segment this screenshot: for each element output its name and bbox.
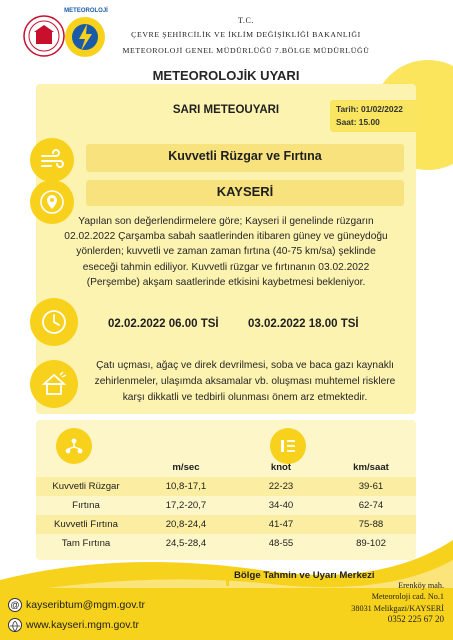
email-link[interactable]: kayseribtum@mgm.gov.tr (26, 599, 145, 611)
center-name: Bölge Tahmin ve Uyarı Merkezi (234, 570, 375, 581)
cell-msec: 20,8-24,4 (136, 515, 236, 534)
footer-accent (226, 568, 229, 586)
row-label: Kuvvetli Rüzgar (36, 477, 136, 496)
date-label: Tarih: 01/02/2022 (336, 104, 403, 114)
description-line: (Perşembe) akşam saatlerinde etkisini kaybetmesi bekleniyor. (86, 276, 366, 288)
time-label: Saat: 15.00 (336, 117, 380, 127)
description (40, 214, 412, 290)
cell-msec: 24,5-28,4 (165, 538, 207, 549)
table-row (36, 534, 416, 553)
description-line: Yapılan son değerlendirmelere göre; Kayseri il genelinde rüzgarın (78, 216, 374, 227)
column-header: km/saat (353, 462, 389, 473)
description-line: 02.02.2022 Çarşamba sabah saatlerinden itibaren güney ve güneydoğu (64, 231, 388, 243)
address (332, 580, 444, 626)
date-box (330, 100, 420, 132)
risk-line: karşı dikkatli ve tedbirli olunması önem arz etmektedir. (122, 392, 368, 403)
city-name: KAYSERİ (216, 184, 274, 199)
risk-line: zehirlenmeler, ulaşımda aksamalar vb. oluşması muhtemel risklere (94, 376, 396, 387)
website-link[interactable]: www.kayseri.mgm.gov.tr (26, 619, 139, 631)
row-label: Fırtına (72, 500, 100, 511)
address-line: 38031 Melikgazi/KAYSERİ (351, 603, 444, 613)
table-row (36, 496, 416, 515)
email-icon: @ (8, 598, 22, 612)
house-damage-icon (30, 360, 78, 408)
cell-msec: 17,2-20,7 (165, 500, 207, 511)
page-title: METEOROLOJİK UYARI (152, 68, 300, 83)
table-row (36, 477, 416, 496)
header-line-3: METEOROLOJİ GENEL MÜDÜRLÜĞÜ 7.BÖLGE MÜDÜRLÜĞÜ (122, 46, 370, 55)
cell-msec: 10,8-17,1 (136, 477, 236, 496)
row-label: Tam Fırtına (61, 538, 111, 549)
row-label: Kuvvetli Fırtına (36, 515, 136, 534)
risk-line: Çatı uçması, ağaç ve direk devrilmesi, soba ve baca gazı kaynaklı (96, 360, 394, 371)
logo-caption: METEOROLOJİ (64, 8, 108, 14)
risk-text (80, 358, 410, 406)
cell-kmh: 89-102 (356, 538, 386, 549)
period-start: 02.02.2022 06.00 TSİ (108, 318, 219, 330)
column-header: knot (270, 462, 292, 473)
warning-level: SARI METEOUYARI (172, 104, 280, 116)
wind-icon (30, 138, 74, 182)
cell-kmh: 75-88 (326, 515, 416, 534)
globe-icon (8, 618, 22, 632)
address-line: Meteoroloji cad. No.1 (371, 592, 444, 602)
header-line-2: ÇEVRE ŞEHİRCİLİK VE İKLİM DEĞİŞİKLİĞİ BAKANLIĞI (131, 30, 361, 39)
address-line: Erenköy mah. (398, 581, 444, 590)
cell-knot: 22-23 (236, 477, 326, 496)
header-line-1: T.C. (237, 16, 255, 25)
description-line: yönlerden; kuvvetli ve zaman zaman fırtına (40-75 km/sa) şeklinde (76, 246, 376, 258)
ministry-logo (22, 14, 66, 58)
column-header: m/sec (172, 462, 200, 473)
cell-knot: 48-55 (268, 538, 294, 549)
clock-icon (30, 298, 78, 346)
phone-number: 0352 225 67 20 (387, 614, 444, 625)
cell-kmh: 39-61 (326, 477, 416, 496)
cell-knot: 41-47 (236, 515, 326, 534)
period-end: 03.02.2022 18.00 TSİ (248, 318, 359, 330)
cell-kmh: 62-74 (358, 500, 384, 511)
table-row (36, 515, 416, 534)
description-line: eseceği tahmin ediliyor. Kuvvetli rüzgar ve fırtınanın 03.02.2022 (82, 261, 370, 273)
event-title: Kuvvetli Rüzgar ve Fırtına (168, 149, 322, 163)
wind-table (36, 458, 416, 553)
cell-knot: 34-40 (268, 500, 294, 511)
